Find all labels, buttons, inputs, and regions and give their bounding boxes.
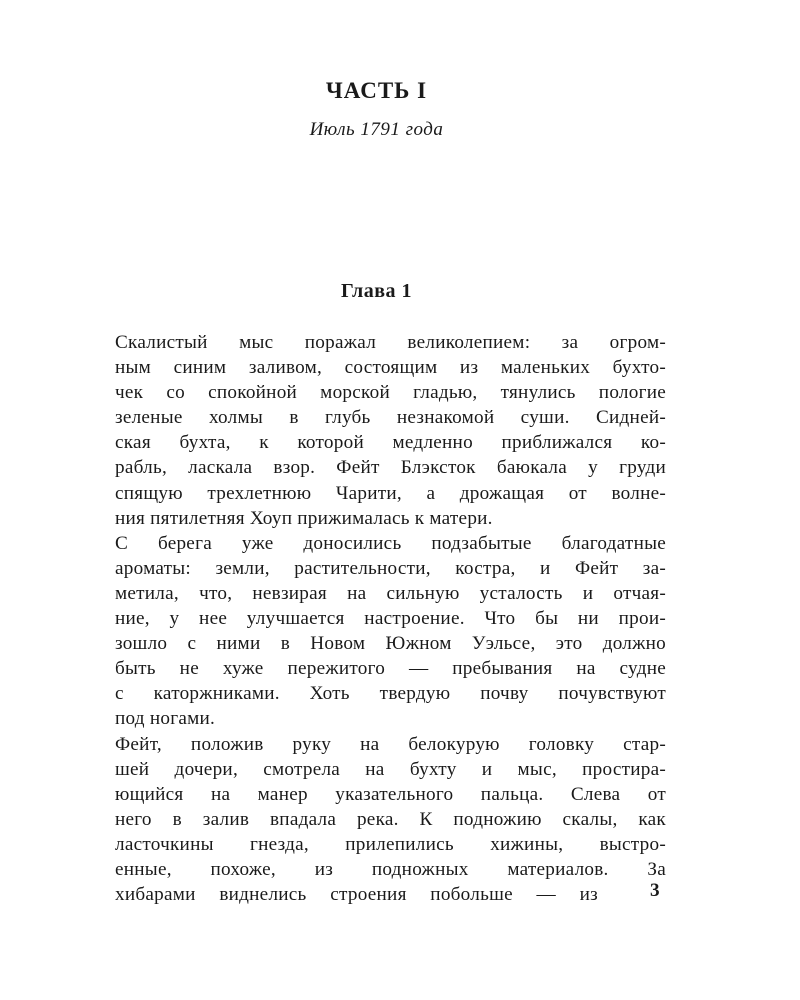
text-line: С берега уже доносились подзабытые благодатные: [115, 532, 666, 554]
text-line: зеленые холмы в глубь незнакомой суши. Сидней-: [115, 407, 666, 429]
text-line: рабль, ласкала взор. Фейт Блэксток баюкала у груди: [115, 457, 666, 479]
text-line: зошло с ними в Новом Южном Уэльсе, это должно: [115, 633, 666, 655]
text-line: ния пятилетняя Хоуп прижималась к матери.: [115, 507, 493, 529]
text-line: быть не хуже пережитого — пребывания на судне: [115, 658, 666, 680]
part-title: ЧАСТЬ I: [325, 78, 428, 103]
chapter-title: Глава 1: [341, 280, 412, 302]
text-line: шей дочери, смотрела на бухту и мыс, простира-: [115, 758, 666, 780]
body-text: [115, 330, 666, 907]
text-line: чек со спокойной морской гладью, тянулись пологие: [115, 382, 666, 404]
text-line: с каторжниками. Хоть твердую почву почувствуют: [115, 683, 666, 705]
text-line: ская бухта, к которой медленно приближался ко-: [115, 432, 666, 454]
text-line: под ногами.: [115, 708, 216, 730]
text-line: Скалистый мыс поражал великолепием: за огром-: [115, 332, 666, 353]
page-number: 3: [650, 880, 660, 901]
text-line: енные, похоже, из подножных материалов. За: [115, 858, 666, 880]
text-line: метила, что, невзирая на сильную усталость и отчая-: [115, 582, 666, 604]
text-line: хибарами виднелись строения побольше — из: [115, 884, 598, 906]
part-subtitle: Июль 1791 года: [309, 119, 444, 140]
text-line: ным синим заливом, состоящим из маленьких бухто-: [115, 357, 666, 379]
text-line: ющийся на манер указательного пальца. Слева от: [115, 783, 666, 805]
text-line: него в залив впадала река. К подножию скалы, как: [115, 808, 666, 830]
text-line: спящую трехлетнюю Чарити, а дрожащая от волне-: [115, 482, 666, 504]
text-line: ние, у нее улучшается настроение. Что бы ни прои-: [115, 608, 666, 630]
text-line: ароматы: земли, растительности, костра, и Фейт за-: [115, 557, 666, 579]
text-line: Фейт, положив руку на белокурую головку стар-: [115, 733, 666, 755]
text-line: ласточкины гнезда, прилепились хижины, выстро-: [115, 833, 666, 855]
